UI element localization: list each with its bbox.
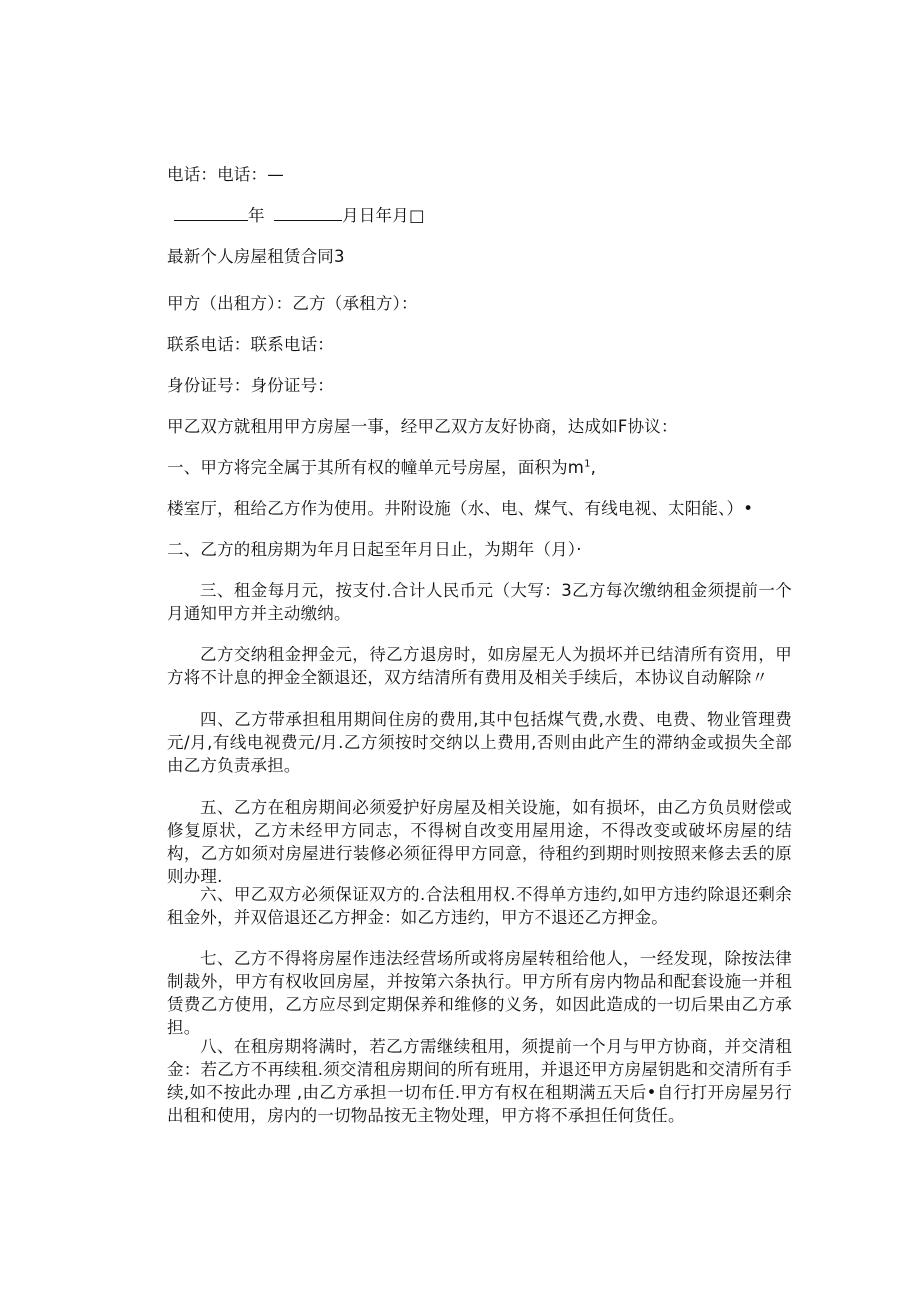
clause-3: 三、租金每月元，按支付.合计人民币元（大写：3乙方每次缴纳租金须提前一个月通知甲方并主动缴纳。: [167, 581, 792, 623]
year-blank: [174, 204, 248, 221]
clause-6: 六、甲乙双方必须保证双方的.合法租用权.不得单方违约,如甲方违约除退还剩余租金外，并双倍退还乙方押金：如乙方违约，甲方不退还乙方押金。: [167, 885, 792, 927]
clause-5: 五、乙方在租房期间必须爱护好房屋及相关设施，如有损坏，由乙方负员财偿或修复原状，乙方未经甲方同志，不得树自改变用屋用途，不得改变或破坏房屋的结构，乙方如须对房屋进行装修必须征得甲方同意，待租约到期时则按照来修去丢的原则办理.: [167, 798, 792, 886]
clause-1-line-2: 楼室厅，租给乙方作为使用。井附设施（水、电、煤气、有线电视、太阳能、）•: [167, 499, 754, 518]
intro-line: 甲乙双方就租用甲方房屋一事，经甲乙双方友好协商，达成如F协议：: [167, 417, 678, 436]
clause-4: 四、乙方带承担租用期间住房的费用,其中包括煤气费,水费、电费、物业管理费元/月,有线电视费元/月.乙方须按时交纳以上费用,否则由此产生的滞纳金或损失全部由乙方负责承担。: [167, 710, 792, 775]
contact-line: 联系电话：联系电话：: [167, 335, 334, 354]
clause-1-tail: ,: [590, 458, 597, 477]
phone-line: 电话：电话：—: [167, 165, 284, 184]
area-superscript: 1: [584, 458, 591, 470]
date-rest-label: 月日年月□: [342, 206, 425, 225]
date-line: [167, 204, 425, 228]
clause-7: 七、乙方不得将房屋作违法经营场所或将房屋转租给他人，一经发现，除按法律制裁外，甲方有权收回房屋，并按第六条执行。甲方所有房内物品和配套设施一并租赁费乙方使用，乙方应尽到定期保养和维修的义务，如因此造成的一切后果由乙方承担。: [167, 949, 792, 1037]
year-label: 年: [248, 206, 265, 225]
clause-1-line-1: [167, 456, 596, 480]
document-title: 最新个人房屋租赁合同3: [167, 247, 345, 266]
clause-1-text: 一、甲方将完全属于其所有权的幢单元号房屋，面积为m: [167, 458, 585, 477]
parties-line: 甲方（出租方）：乙方（承租方）：: [167, 294, 418, 313]
clause-2: 二、乙方的租房期为年月日起至年月日止，为期年（月）·: [167, 540, 582, 559]
id-number-line: 身份证号：身份证号：: [167, 376, 334, 395]
clause-8: 八、在租房期将满时，若乙方需继续租用，须提前一个月与甲方协商，并交清租金：若乙方不再续租.须交清租房期间的所有班用，并退还甲方房屋钥匙和交清所有手续,如不按此办理 ,由乙方承担一切布任.甲方有权在租期满五天后•自行打开房屋另行出租和使用，房内的一切物品按无主物处理，甲方将不承担任何货任。: [167, 1037, 792, 1125]
month-blank: [274, 204, 342, 221]
deposit-paragraph: 乙方交纳租金押金元，待乙方退房时，如房屋无人为损坏并已结清所有资用，甲方将不计息的押金全额退还，双方结清所有费用及相关手续后，本协议自动解除〃: [167, 645, 792, 687]
